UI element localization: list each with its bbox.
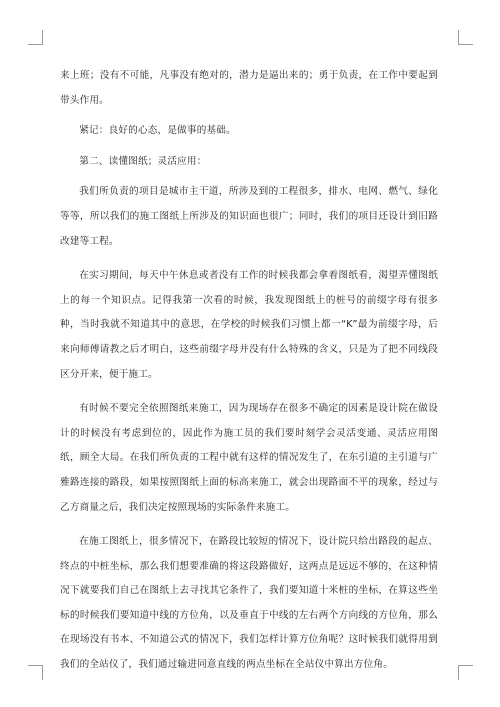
- paragraph-coordinates: 在施工图纸上，很多情况下，在路段比较短的情况下，设计院只给出路段的起点、终点的中桩坐标，那么我们想要准确的将这段路做好，这两点是远远不够的，在这种情况下就要我们自己在图纸上去寻找其它条件了，我们要知道十米桩的坐标，在算这些坐标的时候我们要知道中线的方位角，以及垂直于中线的左右两个方向线的方位角，那么在现场没有书本、不知道公式的情况下，我们怎样计算方位角呢？这时候我们就得用到我们的全站仪了，我们通过输进同意直线的两点坐标在全站仪中算出方位角。: [60, 536, 438, 671]
- crop-mark-top-left: [28, 30, 43, 45]
- paragraph-project: 我们所负责的项目是城市主干道，所涉及到的工程很多，排水、电网、燃气、绿化等等，所以我们的施工图纸上所涉及的知识面也很广；同时，我们的项目还设计到旧路改建等工程。: [60, 186, 438, 247]
- paragraph-internship: 在实习期间，每天中午休息或者没有工作的时候我都会拿着图纸看，渴望弄懂图纸上的每一个知识点。记得我第一次看的时候，我发现图纸上的桩号的前缀字母有很多种，当时我就不知道其中的意思，在学校的时候我们习惯上都一“K”最为前缀字母，后来向师傅请教之后才明白，这些前缀字母并没有什么特殊的含义，只是为了把不同线段区分开来，便于施工。: [60, 270, 438, 380]
- section-heading: 第二、读懂图纸；灵活应用：: [79, 155, 207, 167]
- document-body: [60, 64, 438, 688]
- crop-mark-bottom-right: [458, 665, 473, 680]
- paragraph-flexibility: 有时候不要完全依照图纸来施工，因为现场存在很多不确定的因素是设计院在做设计的时候没有考虑到位的，因此作为施工员的我们要时刻学会灵活变通、灵活应用图纸，顾全大局。在我们所负责的工程中就有这样的情况发生了，在东引道的主引道与广雅路连接的路段，如果按照图纸上面的标高来施工，就会出现路面不平的现象，经过与乙方商量之后，我们决定按照现场的实际条件来施工。: [60, 403, 438, 513]
- paragraph-remember: 紧记：良好的心态，是做事的基础。: [79, 125, 236, 137]
- crop-mark-top-right: [458, 30, 473, 45]
- crop-mark-bottom-left: [28, 665, 43, 680]
- paragraph-continuation: 来上班；没有不可能，凡事没有绝对的，潜力是逼出来的；勇于负责，在工作中要起到带头作用。: [60, 70, 438, 106]
